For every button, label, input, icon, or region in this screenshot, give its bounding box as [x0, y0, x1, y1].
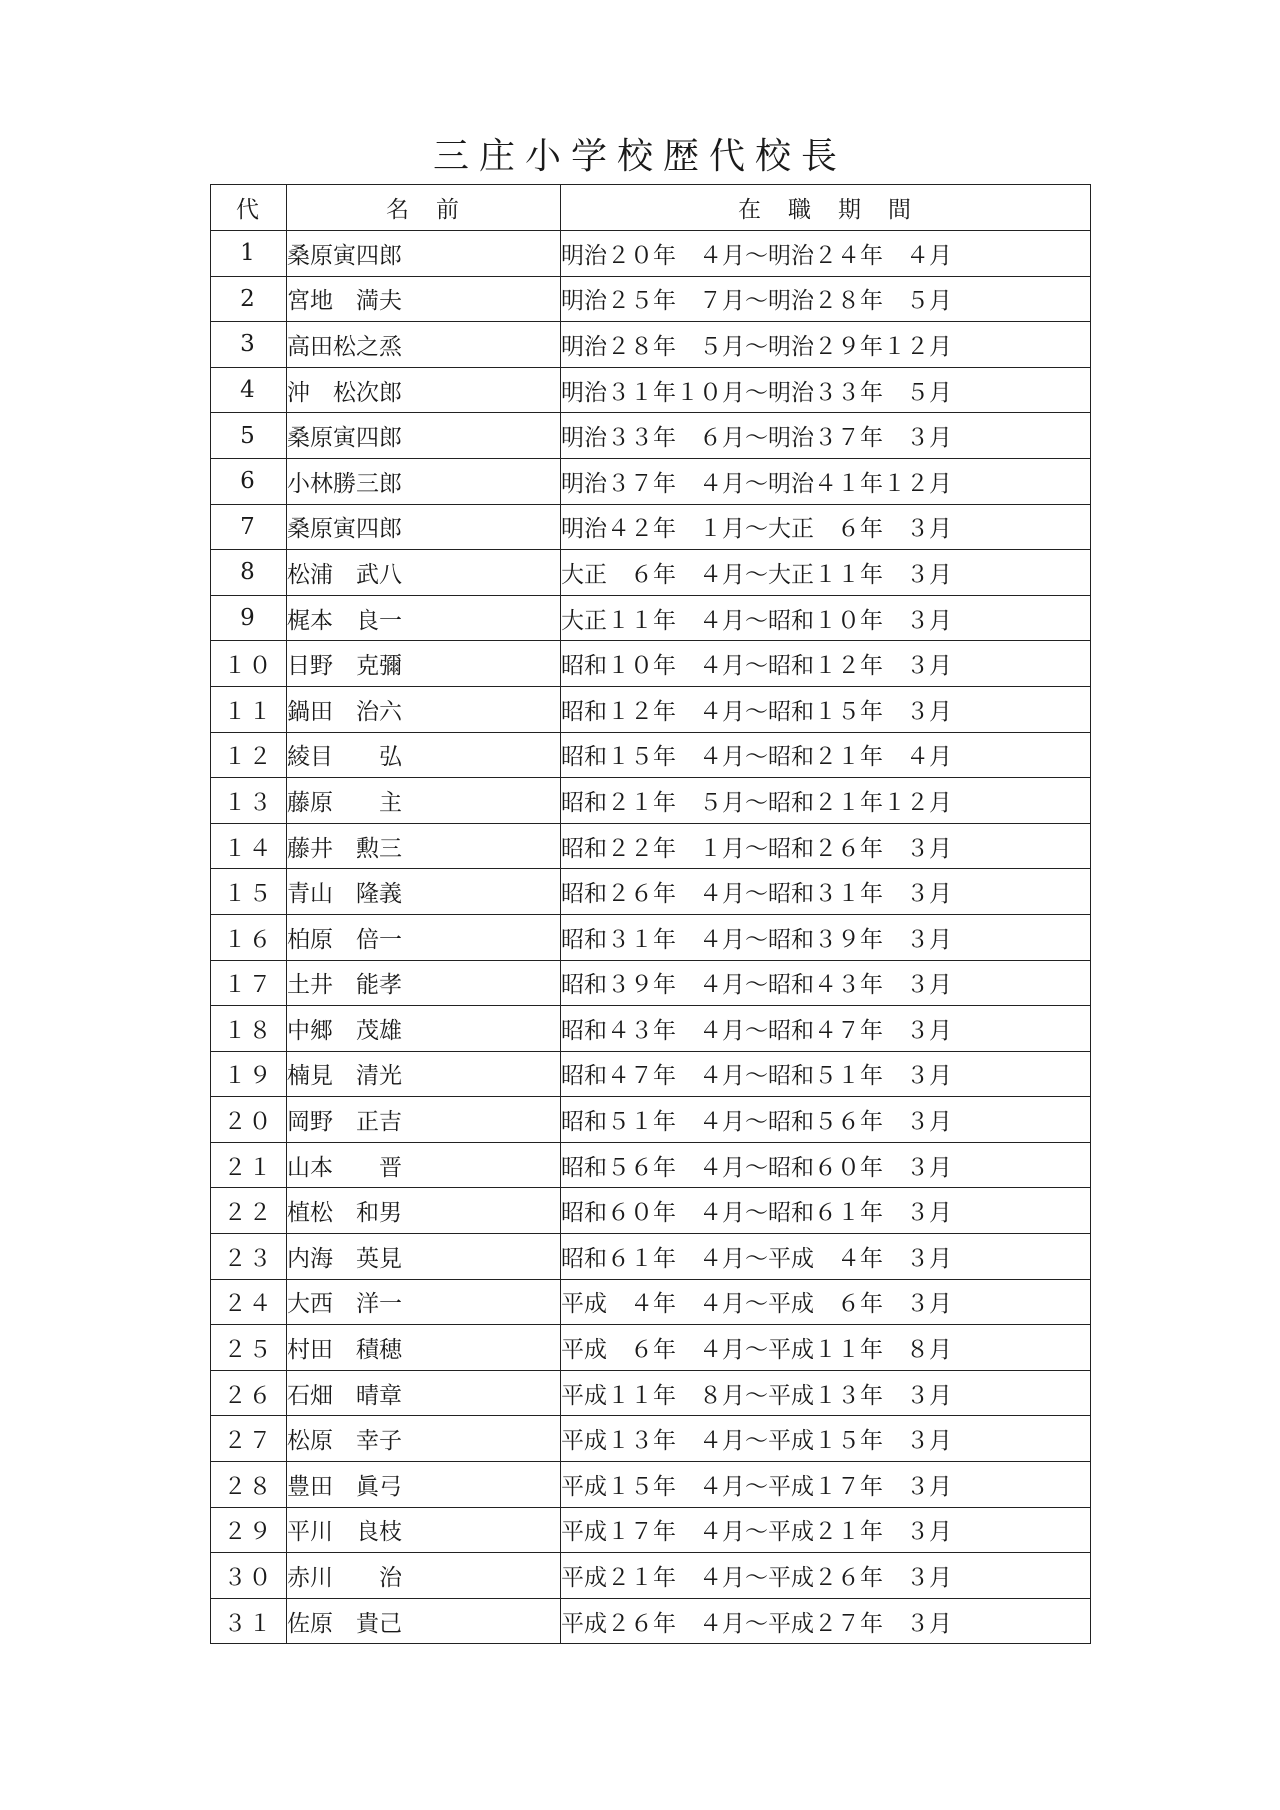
table-row: [211, 1051, 1091, 1097]
term-cell: 昭和４３年 ４月～昭和４７年 ３月: [561, 1006, 1091, 1052]
term-cell: 昭和２６年 ４月～昭和３１年 ３月: [561, 869, 1091, 915]
generation-cell: 4: [211, 367, 287, 413]
table-row: [211, 1507, 1091, 1553]
name-cell: 藤原 主: [287, 778, 561, 824]
generation-cell: １８: [211, 1006, 287, 1052]
term-cell: 平成１３年 ４月～平成１５年 ３月: [561, 1416, 1091, 1462]
table-row: [211, 1370, 1091, 1416]
name-cell: 松原 幸子: [287, 1416, 561, 1462]
name-cell: 藤井 勲三: [287, 823, 561, 869]
name-cell: 岡野 正吉: [287, 1097, 561, 1143]
header-term: 在 職 期 間: [561, 185, 1091, 231]
term-cell: 明治３１年１０月～明治３３年 ５月: [561, 367, 1091, 413]
name-cell: 小林勝三郎: [287, 458, 561, 504]
name-cell: 高田松之烝: [287, 322, 561, 368]
table-row: [211, 231, 1091, 277]
generation-cell: ２９: [211, 1507, 287, 1553]
term-cell: 平成１７年 ４月～平成２１年 ３月: [561, 1507, 1091, 1553]
name-cell: 中郷 茂雄: [287, 1006, 561, 1052]
table-row: [211, 276, 1091, 322]
table-row: [211, 686, 1091, 732]
term-cell: 昭和１５年 ４月～昭和２１年 ４月: [561, 732, 1091, 778]
term-cell: 昭和６０年 ４月～昭和６１年 ３月: [561, 1188, 1091, 1234]
generation-cell: １６: [211, 914, 287, 960]
table-row: [211, 322, 1091, 368]
term-cell: 平成１５年 ４月～平成１７年 ３月: [561, 1462, 1091, 1508]
principals-table: [210, 184, 1091, 1644]
term-cell: 平成２１年 ４月～平成２６年 ３月: [561, 1553, 1091, 1599]
generation-cell: 3: [211, 322, 287, 368]
name-cell: 佐原 貴己: [287, 1598, 561, 1644]
name-cell: 柏原 倍一: [287, 914, 561, 960]
generation-cell: １７: [211, 960, 287, 1006]
generation-cell: ２８: [211, 1462, 287, 1508]
term-cell: 昭和２１年 ５月～昭和２１年１２月: [561, 778, 1091, 824]
term-cell: 明治４２年 １月～大正 ６年 ３月: [561, 504, 1091, 550]
name-cell: 鍋田 治六: [287, 686, 561, 732]
generation-cell: １９: [211, 1051, 287, 1097]
generation-cell: １３: [211, 778, 287, 824]
table-row: [211, 823, 1091, 869]
table-row: [211, 869, 1091, 915]
name-cell: 植松 和男: [287, 1188, 561, 1234]
term-cell: 平成１１年 ８月～平成１３年 ３月: [561, 1370, 1091, 1416]
generation-cell: 6: [211, 458, 287, 504]
name-cell: 楠見 清光: [287, 1051, 561, 1097]
table-row: [211, 1416, 1091, 1462]
name-cell: 内海 英見: [287, 1234, 561, 1280]
name-cell: 沖 松次郎: [287, 367, 561, 413]
term-cell: 平成 ４年 ４月～平成 ６年 ３月: [561, 1279, 1091, 1325]
name-cell: 桑原寅四郎: [287, 504, 561, 550]
name-cell: 綾目 弘: [287, 732, 561, 778]
generation-cell: 5: [211, 413, 287, 459]
table-row: [211, 367, 1091, 413]
term-cell: 明治３３年 ６月～明治３７年 ３月: [561, 413, 1091, 459]
table-row: [211, 1598, 1091, 1644]
table-row: [211, 778, 1091, 824]
generation-cell: 2: [211, 276, 287, 322]
name-cell: 宮地 満夫: [287, 276, 561, 322]
term-cell: 昭和５６年 ４月～昭和６０年 ３月: [561, 1142, 1091, 1188]
term-cell: 昭和３１年 ４月～昭和３９年 ３月: [561, 914, 1091, 960]
term-cell: 明治２５年 ７月～明治２８年 ５月: [561, 276, 1091, 322]
generation-cell: ２３: [211, 1234, 287, 1280]
term-cell: 大正１１年 ４月～昭和１０年 ３月: [561, 595, 1091, 641]
name-cell: 平川 良枝: [287, 1507, 561, 1553]
table-row: [211, 458, 1091, 504]
term-cell: 昭和１０年 ４月～昭和１２年 ３月: [561, 641, 1091, 687]
term-cell: 平成 ６年 ４月～平成１１年 ８月: [561, 1325, 1091, 1371]
term-cell: 昭和２２年 １月～昭和２６年 ３月: [561, 823, 1091, 869]
term-cell: 昭和３９年 ４月～昭和４３年 ３月: [561, 960, 1091, 1006]
term-cell: 明治２０年 ４月～明治２４年 ４月: [561, 231, 1091, 277]
term-cell: 明治３７年 ４月～明治４１年１２月: [561, 458, 1091, 504]
table-row: [211, 1097, 1091, 1143]
generation-cell: ２２: [211, 1188, 287, 1234]
generation-cell: １５: [211, 869, 287, 915]
generation-cell: ３１: [211, 1598, 287, 1644]
generation-cell: ３０: [211, 1553, 287, 1599]
term-cell: 昭和４７年 ４月～昭和５１年 ３月: [561, 1051, 1091, 1097]
generation-cell: ２４: [211, 1279, 287, 1325]
header-generation: 代: [211, 185, 287, 231]
name-cell: 大西 洋一: [287, 1279, 561, 1325]
term-cell: 明治２８年 ５月～明治２９年１２月: [561, 322, 1091, 368]
table-row: [211, 550, 1091, 596]
table-row: [211, 641, 1091, 687]
name-cell: 豊田 眞弓: [287, 1462, 561, 1508]
generation-cell: ２１: [211, 1142, 287, 1188]
table-body: [211, 231, 1091, 1644]
name-cell: 梶本 良一: [287, 595, 561, 641]
generation-cell: １０: [211, 641, 287, 687]
term-cell: 昭和６１年 ４月～平成 ４年 ３月: [561, 1234, 1091, 1280]
generation-cell: １４: [211, 823, 287, 869]
name-cell: 村田 積穂: [287, 1325, 561, 1371]
name-cell: 土井 能孝: [287, 960, 561, 1006]
name-cell: 山本 晋: [287, 1142, 561, 1188]
term-cell: 昭和１２年 ４月～昭和１５年 ３月: [561, 686, 1091, 732]
name-cell: 青山 隆義: [287, 869, 561, 915]
table-row: [211, 413, 1091, 459]
name-cell: 赤川 治: [287, 1553, 561, 1599]
table-row: [211, 914, 1091, 960]
table-row: [211, 1006, 1091, 1052]
table-header-row: [211, 185, 1091, 231]
table-row: [211, 504, 1091, 550]
table-row: [211, 1142, 1091, 1188]
name-cell: 桑原寅四郎: [287, 413, 561, 459]
document-title: 三庄小学校歴代校長: [432, 136, 847, 178]
table-row: [211, 1234, 1091, 1280]
generation-cell: ２０: [211, 1097, 287, 1143]
table-row: [211, 960, 1091, 1006]
table-row: [211, 1279, 1091, 1325]
generation-cell: 1: [211, 231, 287, 277]
table-row: [211, 732, 1091, 778]
table-row: [211, 595, 1091, 641]
term-cell: 平成２６年 ４月～平成２７年 ３月: [561, 1598, 1091, 1644]
generation-cell: 9: [211, 595, 287, 641]
term-cell: 大正 ６年 ４月～大正１１年 ３月: [561, 550, 1091, 596]
term-cell: 昭和５１年 ４月～昭和５６年 ３月: [561, 1097, 1091, 1143]
name-cell: 日野 克彌: [287, 641, 561, 687]
generation-cell: 7: [211, 504, 287, 550]
generation-cell: １１: [211, 686, 287, 732]
table-row: [211, 1325, 1091, 1371]
generation-cell: １２: [211, 732, 287, 778]
name-cell: 松浦 武八: [287, 550, 561, 596]
header-name: 名 前: [287, 185, 561, 231]
generation-cell: ２７: [211, 1416, 287, 1462]
generation-cell: 8: [211, 550, 287, 596]
name-cell: 石畑 晴章: [287, 1370, 561, 1416]
generation-cell: ２５: [211, 1325, 287, 1371]
table-row: [211, 1188, 1091, 1234]
generation-cell: ２６: [211, 1370, 287, 1416]
name-cell: 桑原寅四郎: [287, 231, 561, 277]
table-row: [211, 1462, 1091, 1508]
table-row: [211, 1553, 1091, 1599]
